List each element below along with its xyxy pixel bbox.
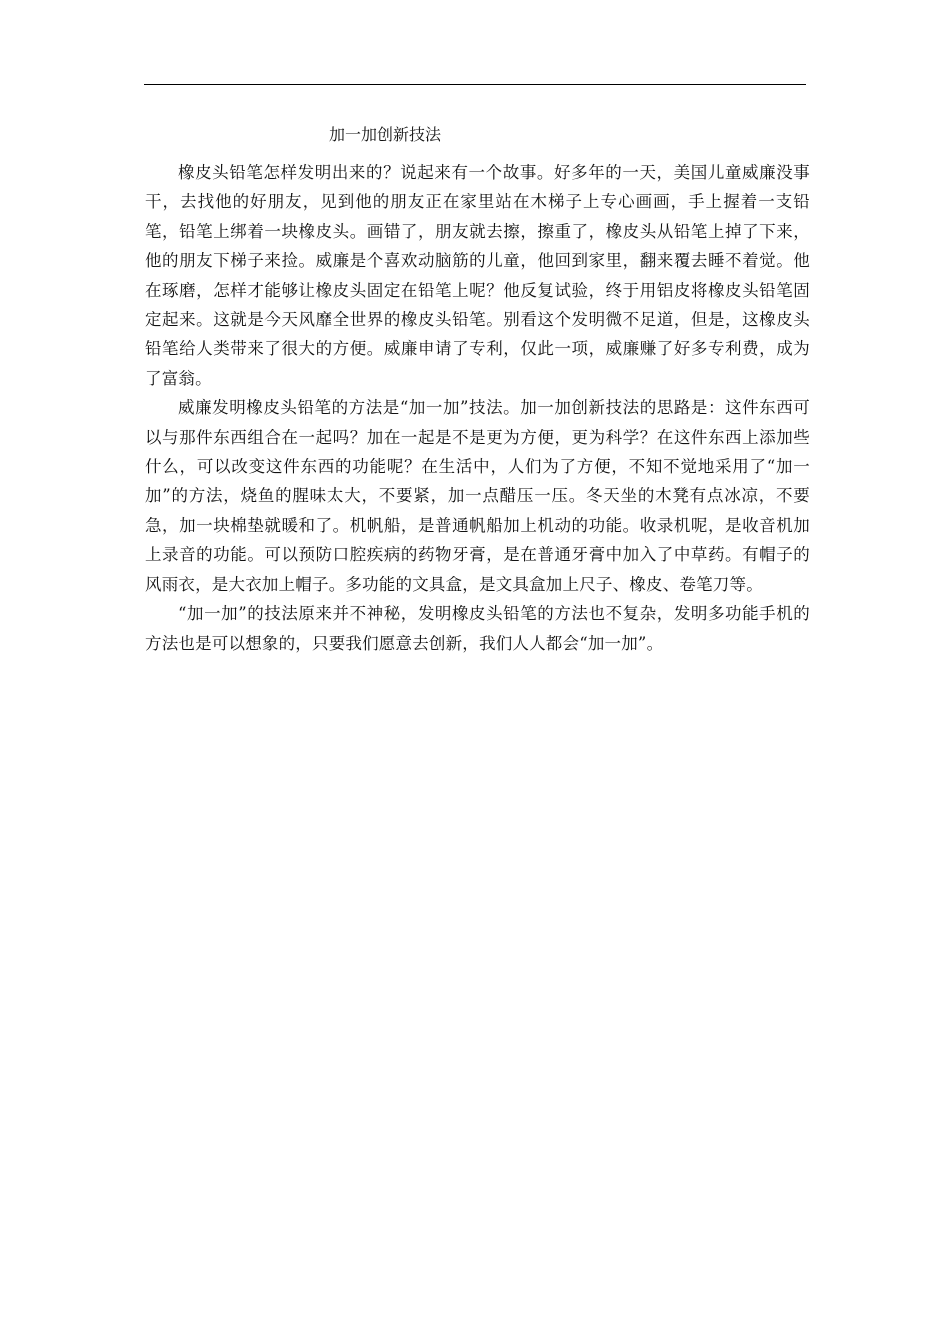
header-rule [144, 84, 806, 85]
document-body [145, 158, 810, 658]
paragraph-1: 橡皮头铅笔怎样发明出来的？说起来有一个故事。好多年的一天，美国儿童威廉没事干，去找他的好朋友，见到他的朋友正在家里站在木梯子上专心画画，手上握着一支铅笔，铅笔上绑着一块橡皮头。画错了，朋友就去擦，擦重了，橡皮头从铅笔上掉了下来，他的朋友下梯子来捡。威廉是个喜欢动脑筋的儿童，他回到家里，翻来覆去睡不着觉。他在琢磨，怎样才能够让橡皮头固定在铅笔上呢？他反复试验，终于用铝皮将橡皮头铅笔固定起来。这就是今天风靡全世界的橡皮头铅笔。别看这个发明微不足道，但是，这橡皮头铅笔给人类带来了很大的方便。威廉申请了专利，仅此一项，威廉赚了好多专利费，成为了富翁。 [145, 163, 810, 388]
paragraph-3: “加一加”的技法原来并不神秘，发明橡皮头铅笔的方法也不复杂，发明多功能手机的方法也是可以想象的，只要我们愿意去创新，我们人人都会“加一加”。 [145, 604, 810, 653]
document-title: 加一加创新技法 [329, 125, 442, 144]
paragraph-2: 威廉发明橡皮头铅笔的方法是“加一加”技法。加一加创新技法的思路是：这件东西可以与那件东西组合在一起吗？加在一起是不是更为方便，更为科学？在这件东西上添加些什么，可以改变这件东西的功能呢？在生活中，人们为了方便，不知不觉地采用了“加一加”的方法，烧鱼的腥味太大，不要紧，加一点醋压一压。冬天坐的木凳有点冰凉，不要急，加一块棉垫就暖和了。机帆船，是普通帆船加上机动的功能。收录机呢，是收音机加上录音的功能。可以预防口腔疾病的药物牙膏，是在普通牙膏中加入了中草药。有帽子的风雨衣，是大衣加上帽子。多功能的文具盒，是文具盒加上尺子、橡皮、卷笔刀等。 [145, 398, 810, 594]
